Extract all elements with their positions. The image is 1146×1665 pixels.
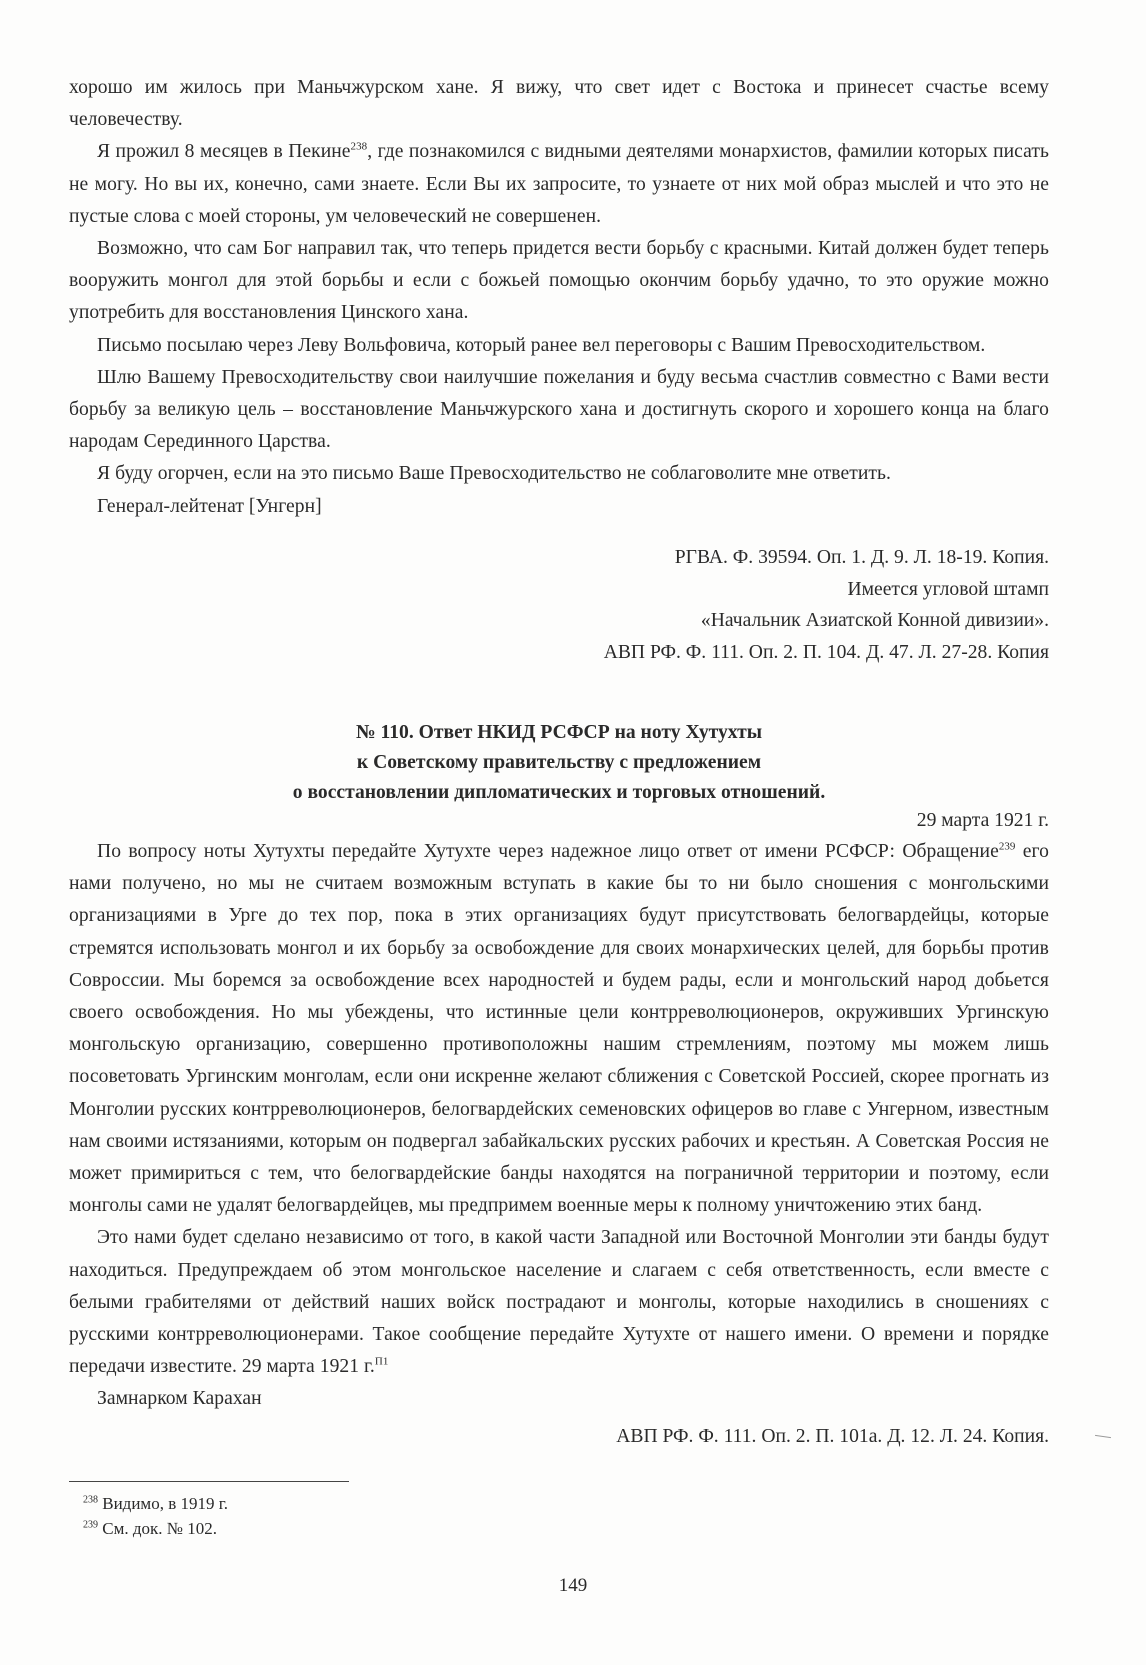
archive-source-1 (604, 542, 1049, 668)
archive-source-1-line-4: АВП РФ. Ф. 111. Оп. 2. П. 104. Д. 47. Л. 27-28. Копия (603, 641, 1049, 663)
footnote-238 (83, 1491, 228, 1516)
letter-signature: Генерал-лейтенат [Унгерн] (97, 495, 322, 517)
footnote-239-text: См. док. № 102. (102, 1519, 217, 1538)
heading-line-1: № 110. Ответ НКИД РСФСР на ноту Хутухты (355, 722, 763, 743)
footnote-ref-238: 238 (350, 140, 368, 153)
archive-source-1-line-2: Имеется угловой штамп (847, 578, 1049, 600)
footnote-ref-p1: П1 (374, 1355, 389, 1368)
footnote-239-number: 239 (83, 1519, 98, 1531)
footnote-ref-239: 239 (998, 840, 1016, 853)
paragraph-letter-courier: Письмо посылаю через Леву Вольфовича, который ранее вел переговоры с Вашим Превосходительством. (97, 334, 986, 356)
archive-source-1-line-3: «Начальник Азиатской Конной дивизии». (700, 610, 1049, 631)
heading-line-3: о восстановлении дипломатических и торговых отношений. (292, 782, 826, 803)
archive-source-1-line-1: РГВА. Ф. 39594. Оп. 1. Д. 9. Л. 18-19. Копия. (674, 547, 1049, 568)
paragraph-regret: Я буду огорчен, если на это письмо Ваше Превосходительство не соблаговолите мне ответить. (97, 463, 891, 485)
footnote-238-number: 238 (83, 1494, 98, 1506)
paragraph-wishes: Шлю Вашему Превосходительству свои наилучшие пожелания и буду весьма счастлив совместно с Вами вести борьбу за великую цель – восстановление Маньчжурского хана и достигнуть скорого и хорошего конца на благо народам Серединного Царства. (69, 366, 1049, 453)
page-number: 149 (558, 1575, 588, 1596)
footnotes (83, 1491, 228, 1541)
paragraph-peking (69, 136, 1049, 233)
document-signature: Замнарком Карахан (97, 1388, 262, 1410)
archive-source-2: АВП РФ. Ф. 111. Оп. 2. П. 101а. Д. 12. Л. 24. Копия. (616, 1426, 1049, 1447)
footnote-divider (69, 1481, 349, 1482)
paragraph-warning-text: Это нами будет сделано независимо от того, в какой части Западной или Восточной Монголии эти банды будут находиться. Предупреждаем об этом монгольское население и слагаем с себя ответственность, если вместе с белыми грабителями от действий наших войск пострадают и монголы, которые находились в сношениях с русскими контрреволюционерами. Такое сообщение передайте Хутухте от нашего имени. О времени и порядке передачи известите. 29 марта 1921 г. (69, 1227, 1049, 1378)
letter-continuation (69, 72, 1049, 523)
paragraph-peking-text-start: Я прожил 8 месяцев в Пекине (97, 141, 351, 163)
paragraph-reply-text-start: По вопросу ноты Хутухты передайте Хутухте через надежное лицо ответ от имени РСФСР: Обращение (97, 841, 999, 862)
paragraph-god: Возможно, что сам Бог направил так, что теперь придется вести борьбу с красными. Китай должен будет теперь вооружить монгол для этой борьбы и если с божьей помощью окончим борьбу удачно, то это оружие можно употребить для восстановления Цинского хана. (69, 238, 1049, 324)
paragraph-reply-text-end: его нами получено, но мы не считаем возможным вступать в какие бы то ни было сношения с монгольскими организациями в Урге до тех пор, пока в этих организациях будут присутствовать белогвардейцы, которые стремятся использовать монгол и их борьбу за освобождение для своих монархических целей, для борьбы против Совроссии. Мы боремся за освобождение всех народностей и будем рады, если и монгольский народ добьется своего освобождения. Но мы убеждены, что истинные цели контрреволюционеров, окруживших Ургинскую монгольскую организацию, совершенно противоположны нашим стремлениям, поэтому мы можем лишь посоветовать Ургинским монголам, если они искренне желают сближения с Советской Россией, скорее прогнать из Монголии русских контрреволюционеров, белогвардейских семеновских офицеров во главе с Унгерном, известным нам своими истязаниями, которым он подвергал забайкальских русских рабочих и крестьян. А Советская Россия не может примириться с тем, что белогвардейские банды находятся на пограничной территории и поэтому, если монголы сами не удалят белогвардейцев, мы предпримем военные меры к полному уничтожению этих банд. (69, 841, 1049, 1217)
document-heading (69, 718, 1049, 808)
footnote-238-text: Видимо, в 1919 г. (102, 1494, 229, 1513)
heading-line-2: к Советскому правительству с предложением (356, 752, 762, 773)
paragraph-continuation: хорошо им жилось при Маньчжурском хане. Я вижу, что свет идет с Востока и принесет счастье всему человечеству. (69, 77, 1049, 131)
paragraph-warning (69, 1222, 1049, 1383)
paragraph-peking-text-end: , где познакомился с видными деятелями монархистов, фамилии которых писать не могу. Но вы их, конечно, сами знаете. Если Вы их запросите, то узнаете от них мой образ мыслей и что это не пустые слова с моей стороны, ум человеческий не совершенен. (69, 141, 1049, 227)
document-date: 29 марта 1921 г. (916, 810, 1049, 831)
paragraph-reply (69, 836, 1049, 1222)
footnote-239 (83, 1516, 228, 1541)
margin-mark (1095, 1435, 1111, 1438)
document-body (69, 836, 1049, 1416)
